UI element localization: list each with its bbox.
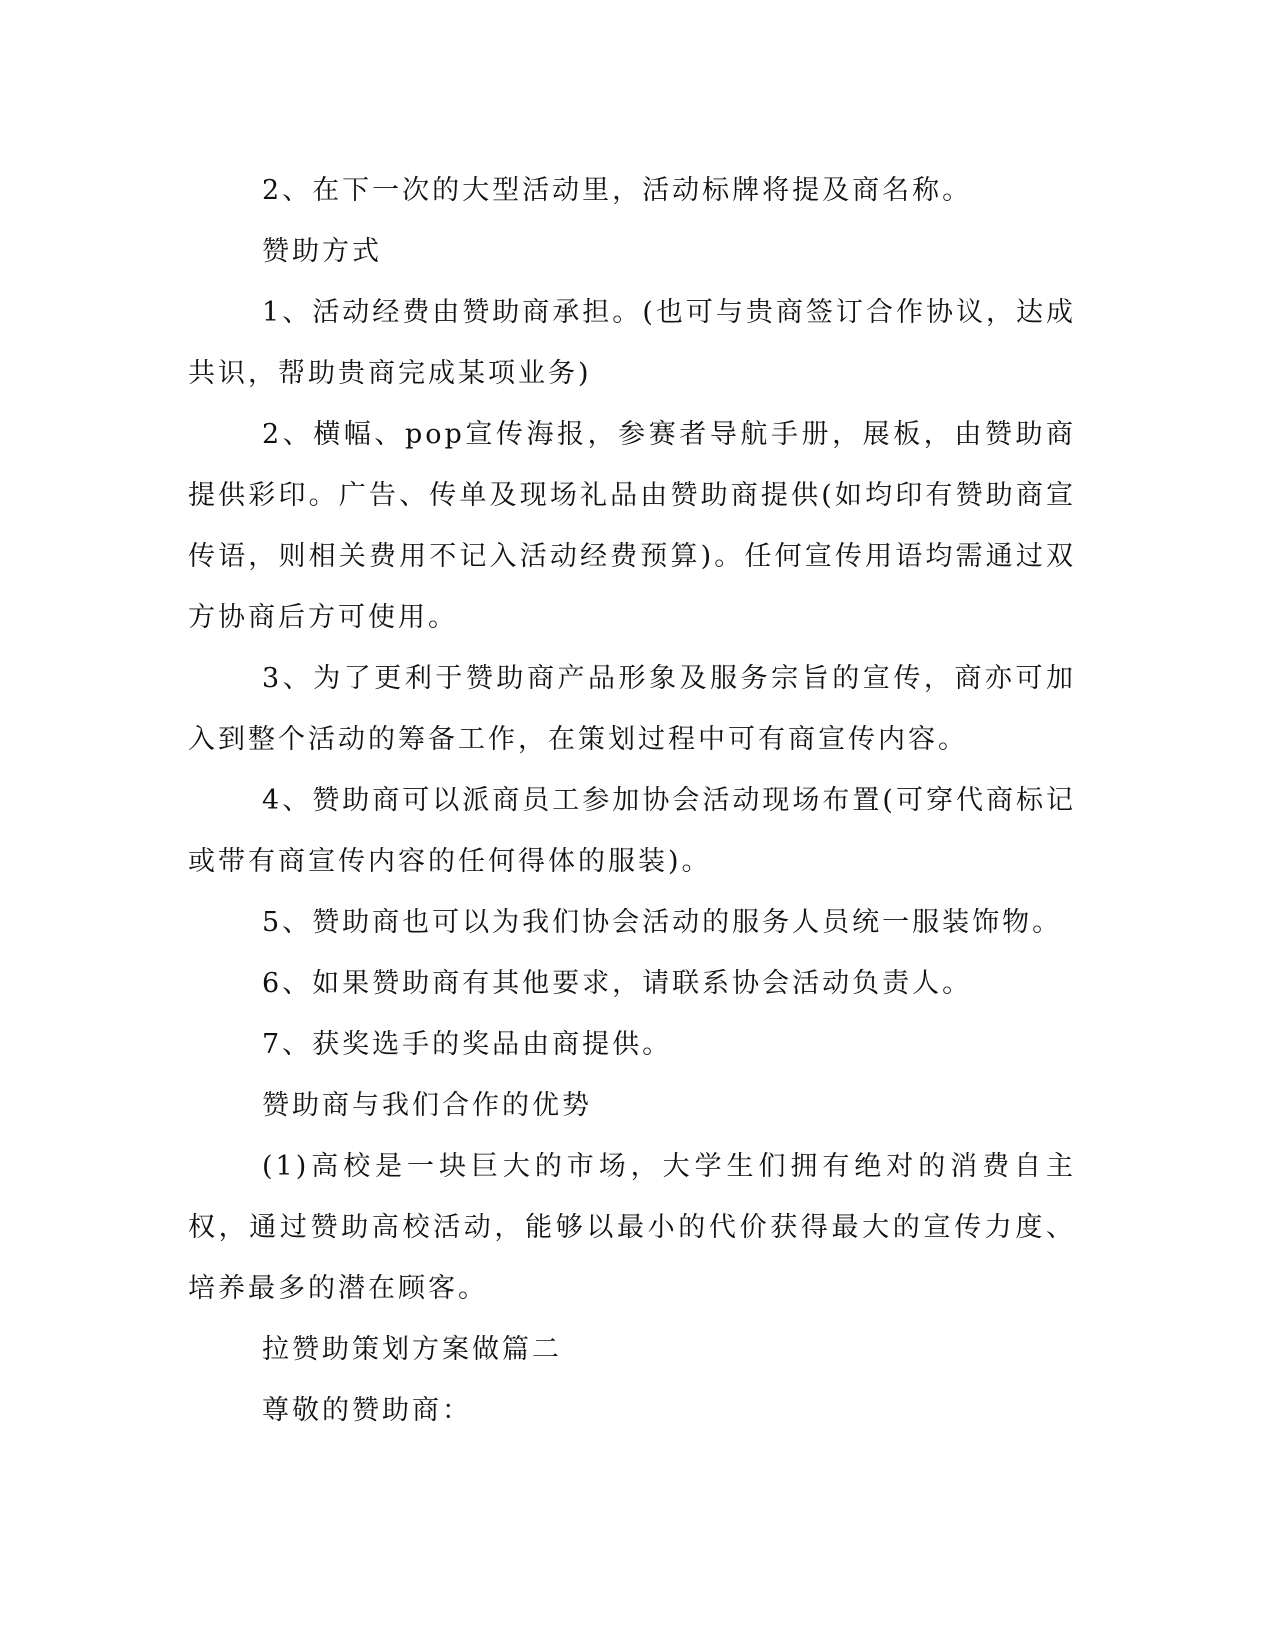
paragraph: 2、横幅、pop宣传海报，参赛者导航手册，展板，由赞助商提供彩印。广告、传单及现场礼品由赞助商提供(如均印有赞助商宣传语，则相关费用不记入活动经费预算)。任何宣传用语均需通过双方协商后方可使用。 [188,419,1076,633]
paragraph: 4、赞助商可以派商员工参加协会活动现场布置(可穿代商标记或带有商宣传内容的任何得体的服装)。 [188,785,1076,877]
paragraph: 7、获奖选手的奖品由商提供。 [262,1029,673,1060]
paragraph: 5、赞助商也可以为我们协会活动的服务人员统一服装饰物。 [262,907,1063,938]
paragraph: 1、活动经费由赞助商承担。(也可与贵商签订合作协议，达成共识，帮助贵商完成某项业务) [188,297,1076,389]
section-heading: 拉赞助策划方案做篇二 [262,1334,562,1365]
paragraph: (1)高校是一块巨大的市场，大学生们拥有绝对的消费自主权，通过赞助高校活动，能够以最小的代价获得最大的宣传力度、培养最多的潜在顾客。 [188,1151,1076,1304]
section-heading: 赞助方式 [262,236,382,267]
section-heading: 赞助商与我们合作的优势 [262,1090,592,1121]
paragraph: 6、如果赞助商有其他要求，请联系协会活动负责人。 [262,968,973,999]
document-body [188,160,1076,1441]
salutation: 尊敬的赞助商： [262,1395,472,1426]
paragraph: 2、在下一次的大型活动里，活动标牌将提及商名称。 [262,175,973,206]
paragraph: 3、为了更利于赞助商产品形象及服务宗旨的宣传，商亦可加入到整个活动的筹备工作，在策划过程中可有商宣传内容。 [188,663,1076,755]
